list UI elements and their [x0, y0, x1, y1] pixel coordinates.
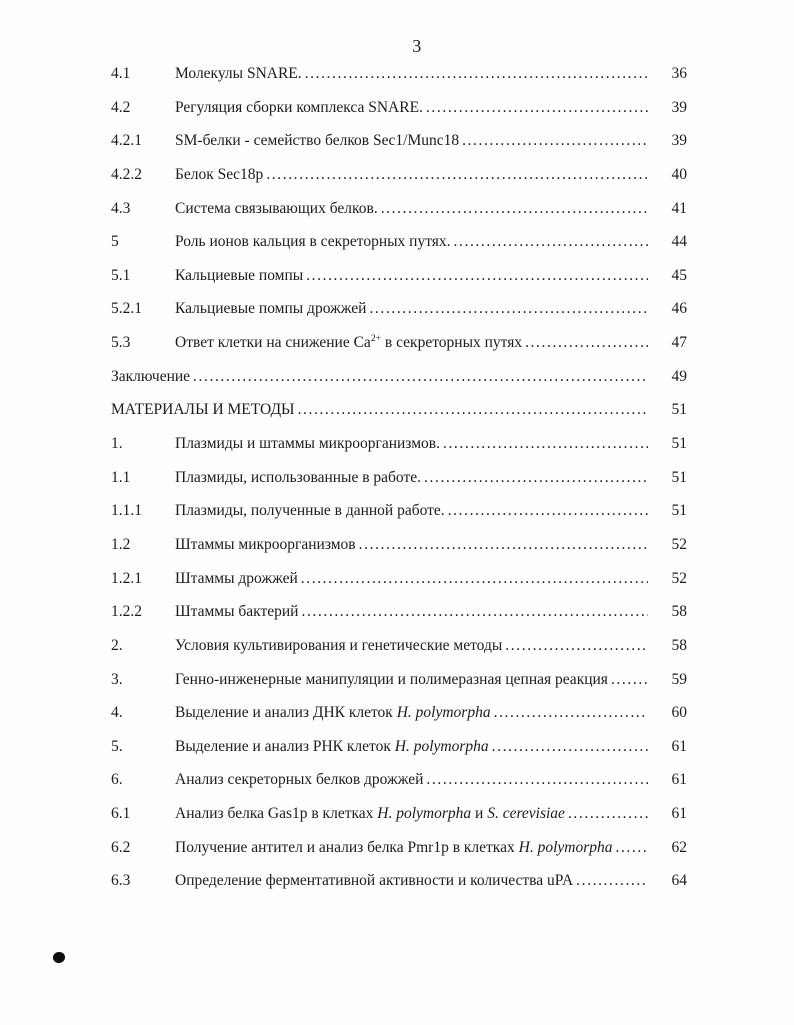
- toc-entry-page: 59: [671, 670, 687, 688]
- toc-row: [111, 763, 687, 797]
- toc-entry-page: 52: [671, 569, 687, 587]
- toc-row: [111, 393, 687, 427]
- toc-entry-page: 41: [671, 199, 687, 217]
- toc-row: [111, 124, 687, 158]
- toc-entry-title: Плазмиды, использованные в работе.: [175, 468, 422, 486]
- toc-entry-page: 44: [671, 233, 687, 251]
- toc-row: [111, 797, 687, 831]
- toc-row: [111, 326, 687, 360]
- dot-leader: [448, 494, 648, 528]
- toc-entry-title: Штаммы микроорганизмов: [175, 535, 356, 553]
- toc-entry-number: 6.: [111, 771, 123, 789]
- toc-row: [111, 864, 687, 898]
- dot-leader: [576, 864, 648, 898]
- toc-entry-title: Определение ферментативной активности и количества uPA: [175, 872, 574, 890]
- toc-entry-number: 1.: [111, 435, 123, 453]
- toc-entry-number: 1.2.1: [111, 569, 142, 587]
- toc-entry-page: 46: [671, 300, 687, 318]
- toc-entry-number: 5.1: [111, 266, 131, 284]
- dot-leader: [424, 461, 648, 495]
- toc-entry-title: Получение антител и анализ белка Pmr1p в клетках H. polymorpha: [175, 838, 613, 856]
- toc-entry-page: 39: [671, 98, 687, 116]
- toc-entry-title: Генно-инженерные манипуляции и полимеразная цепная реакция: [175, 670, 608, 688]
- toc-entry-page: 45: [671, 266, 687, 284]
- dot-leader: [381, 192, 648, 226]
- toc-entry-title: Плазмиды, полученные в данной работе.: [175, 502, 445, 520]
- toc-row: [111, 158, 687, 192]
- toc-entry-page: 51: [671, 468, 687, 486]
- dot-leader: [505, 629, 648, 663]
- toc-row: [111, 461, 687, 495]
- toc-entry-number: 2.: [111, 636, 123, 654]
- toc-entry-title: Кальциевые помпы дрожжей: [175, 300, 367, 318]
- toc-entry-number: 4.2.1: [111, 132, 142, 150]
- toc-entry-number: 6.2: [111, 838, 131, 856]
- toc-entry-title: Условия культивирования и генетические методы: [175, 636, 503, 654]
- dot-leader: [306, 259, 648, 293]
- dot-leader: [305, 57, 648, 91]
- toc-row: [111, 292, 687, 326]
- toc-row: [111, 663, 687, 697]
- dot-leader: [298, 393, 648, 427]
- table-of-contents: [111, 57, 687, 898]
- toc-entry-number: 6.3: [111, 872, 131, 890]
- toc-row: [111, 730, 687, 764]
- dot-leader: [615, 831, 648, 865]
- toc-entry-page: 39: [671, 132, 687, 150]
- toc-row: [111, 259, 687, 293]
- toc-entry-page: 61: [671, 771, 687, 789]
- toc-entry-page: 36: [671, 65, 687, 82]
- toc-entry-page: 61: [671, 737, 687, 755]
- toc-row: [111, 562, 687, 596]
- dot-leader: [525, 326, 648, 360]
- toc-entry-number: 4.3: [111, 199, 131, 217]
- toc-entry-title: Молекулы SNARE.: [175, 65, 302, 82]
- toc-entry-number: 1.1.1: [111, 502, 142, 520]
- toc-row: [111, 225, 687, 259]
- toc-row: [111, 696, 687, 730]
- toc-row: [111, 91, 687, 125]
- toc-entry-title: Выделение и анализ РНК клеток H. polymorpha: [175, 737, 489, 755]
- toc-entry-title: Регуляция сборки комплекса SNARE.: [175, 98, 423, 116]
- toc-entry-title: Штаммы бактерий: [175, 603, 299, 621]
- page-number: 3: [412, 36, 422, 56]
- dot-leader: [568, 797, 648, 831]
- toc-entry-page: 51: [671, 435, 687, 453]
- toc-entry-page: 52: [671, 535, 687, 553]
- toc-entry-page: 58: [671, 603, 687, 621]
- toc-entry-page: 51: [671, 502, 687, 520]
- ink-dot-artifact: [53, 952, 65, 963]
- toc-entry-number: 5.: [111, 737, 123, 755]
- toc-entry-title: МАТЕРИАЛЫ И МЕТОДЫ: [111, 401, 295, 419]
- toc-entry-title: Анализ белка Gas1p в клетках H. polymorpha и S. cerevisiae: [175, 805, 565, 823]
- toc-row: [111, 494, 687, 528]
- toc-entry-number: 4.1: [111, 65, 131, 82]
- toc-entry-title: Роль ионов кальция в секреторных путях.: [175, 233, 451, 251]
- toc-row: [111, 595, 687, 629]
- dot-leader: [359, 528, 648, 562]
- toc-row: [111, 57, 687, 91]
- toc-entry-page: 64: [671, 872, 687, 890]
- dot-leader: [426, 91, 648, 125]
- toc-entry-title: SM-белки - семейство белков Sec1/Munc18: [175, 132, 460, 150]
- toc-entry-number: 1.1: [111, 468, 131, 486]
- toc-entry-number: 4.2.2: [111, 165, 142, 183]
- toc-entry-number: 3.: [111, 670, 123, 688]
- toc-entry-number: 5: [111, 233, 119, 251]
- toc-entry-number: 6.1: [111, 805, 131, 823]
- toc-row: [111, 528, 687, 562]
- toc-entry-title: Выделение и анализ ДНК клеток H. polymorpha: [175, 704, 491, 722]
- toc-entry-page: 47: [671, 334, 687, 352]
- dot-leader: [301, 562, 648, 596]
- toc-entry-number: 5.3: [111, 334, 131, 352]
- dot-leader: [369, 292, 648, 326]
- dot-leader: [301, 595, 648, 629]
- toc-entry-page: 49: [671, 367, 687, 385]
- toc-row: [111, 629, 687, 663]
- toc-entry-title: Белок Sec18p: [175, 165, 264, 183]
- toc-row: [111, 192, 687, 226]
- toc-entry-page: 58: [671, 636, 687, 654]
- toc-entry-page: 60: [671, 704, 687, 722]
- dot-leader: [266, 158, 648, 192]
- toc-entry-page: 51: [671, 401, 687, 419]
- toc-entry-title: Анализ секреторных белков дрожжей: [175, 771, 424, 789]
- toc-entry-page: 40: [671, 165, 687, 183]
- dot-leader: [454, 225, 648, 259]
- dot-leader: [193, 360, 648, 394]
- toc-entry-number: 4.: [111, 704, 123, 722]
- toc-entry-number: 1.2.2: [111, 603, 142, 621]
- toc-entry-title: Кальциевые помпы: [175, 266, 304, 284]
- toc-entry-number: 4.2: [111, 98, 131, 116]
- dot-leader: [462, 124, 648, 158]
- toc-entry-page: 61: [671, 805, 687, 823]
- toc-entry-title: Плазмиды и штаммы микроорганизмов.: [175, 435, 440, 453]
- toc-entry-title: Заключение: [111, 367, 191, 385]
- toc-entry-page: 62: [671, 838, 687, 856]
- dot-leader: [492, 730, 648, 764]
- toc-entry-title: Система связывающих белков.: [175, 199, 378, 217]
- toc-entry-number: 5.2.1: [111, 300, 142, 318]
- toc-entry-title: Ответ клетки на снижение $Ca^{2+}$ в секреторных путях: [175, 332, 523, 352]
- toc-entry-title: Штаммы дрожжей: [175, 569, 298, 587]
- dot-leader: [426, 763, 648, 797]
- toc-row: [111, 831, 687, 865]
- toc-row: [111, 360, 687, 394]
- dot-leader: [494, 696, 648, 730]
- dot-leader: [443, 427, 648, 461]
- toc-entry-number: 1.2: [111, 535, 131, 553]
- dot-leader: [611, 663, 648, 697]
- toc-row: [111, 427, 687, 461]
